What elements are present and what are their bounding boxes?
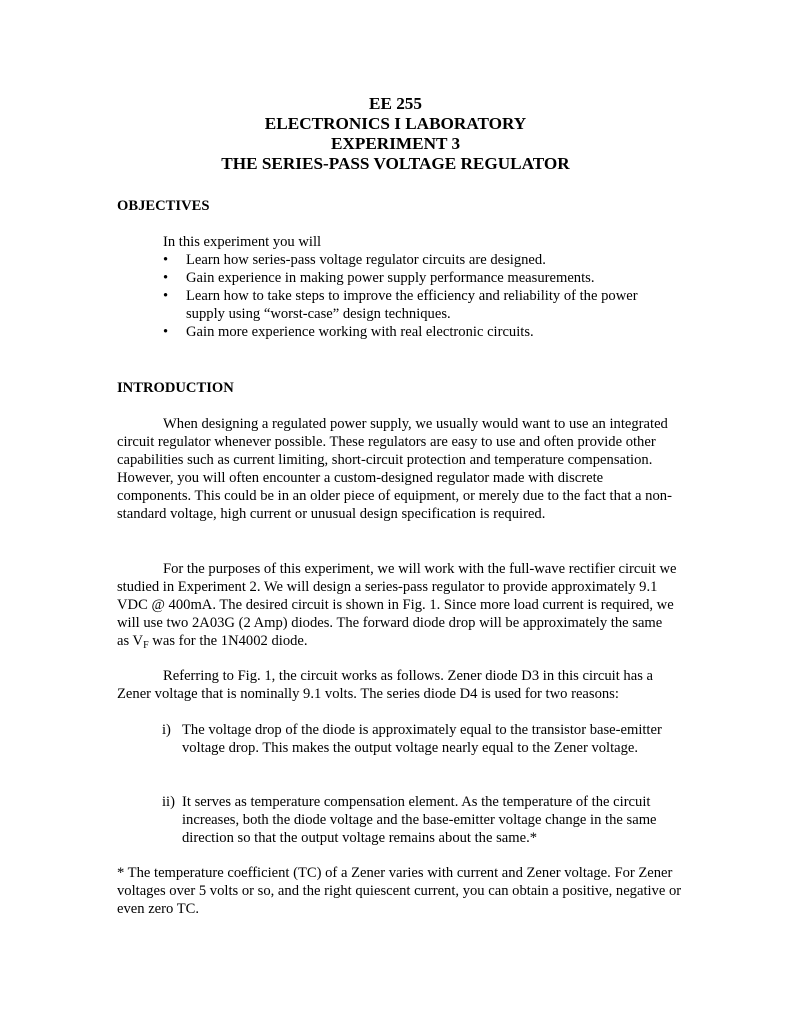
objectives-intro: In this experiment you will — [163, 234, 322, 250]
intro-paragraph-3: Referring to Fig. 1, the circuit works as follows. Zener diode D3 in this circuit has a Zener voltage that is nominally 9.1 volts. The series diode D4 is used for two reasons: — [117, 668, 653, 702]
course-name: ELECTRONICS I LABORATORY — [264, 114, 527, 133]
list-item — [117, 251, 677, 269]
subscript-f: F — [143, 640, 149, 651]
list-item — [117, 287, 677, 323]
intro-paragraph-1: When designing a regulated power supply, we usually would want to use an integrated circuit regulator whenever possible. These regulators are easy to use and often provide other capabilities such as current limiting, short-circuit protection and temperature compensation. However, you will often encounter a custom-designed regulator made with discrete components. This could be in an older piece of equipment, or merely due to the fact that a non-standard voltage, high current or unusual design specification is required. — [117, 416, 672, 522]
reason-number: i) — [162, 722, 171, 738]
reason-item — [162, 721, 677, 757]
experiment-title: THE SERIES-PASS VOLTAGE REGULATOR — [221, 154, 570, 173]
bullet-icon: • — [163, 252, 169, 268]
list-item-text: Learn how to take steps to improve the efficiency and reliability of the power supply using “worst-case” design techniques. — [186, 288, 638, 322]
paragraph-text: For the purposes of this experiment, we will work with the full-wave rectifier circuit we studied in Experiment 2. We will design a series-pass regulator to provide approximately 9.1 VDC @ 400mA. The desired circuit is shown in Fig. 1. Since more load current is required, we will use two 2A03G (2 Amp) diodes. The forward diode drop will be approximately the same as V — [117, 561, 677, 649]
reason-text: The voltage drop of the diode is approximately equal to the transistor base-emitter voltage drop. This makes the output voltage nearly equal to the Zener voltage. — [182, 722, 662, 756]
list-item-text: Gain more experience working with real electronic circuits. — [186, 324, 534, 340]
course-number: EE 255 — [368, 94, 422, 113]
introduction-heading: INTRODUCTION — [117, 380, 234, 396]
objectives-heading: OBJECTIVES — [117, 198, 210, 214]
footnote: * The temperature coefficient (TC) of a Zener varies with current and Zener voltage. For Zener voltages over 5 volts or so, and the right quiescent current, you can obtain a positive, negative or even zero TC. — [117, 865, 682, 917]
list-item-text: Gain experience in making power supply performance measurements. — [186, 270, 595, 286]
bullet-icon: • — [163, 270, 169, 286]
list-item — [117, 269, 677, 287]
objectives-list — [117, 251, 677, 341]
reason-number: ii) — [162, 794, 175, 810]
reason-item — [162, 793, 677, 847]
list-item — [117, 323, 677, 341]
reason-text: It serves as temperature compensation element. As the temperature of the circuit increases, both the diode voltage and the base-emitter voltage change in the same direction so that the output voltage remains about the same.* — [182, 794, 657, 846]
intro-paragraph-2 — [117, 560, 677, 650]
bullet-icon: • — [163, 288, 169, 304]
paragraph-text-end: was for the 1N4002 diode. — [148, 633, 308, 649]
bullet-icon: • — [163, 324, 169, 340]
experiment-number: EXPERIMENT 3 — [330, 134, 461, 153]
list-item-text: Learn how series-pass voltage regulator circuits are designed. — [186, 252, 546, 268]
objectives-section — [117, 233, 677, 341]
document-title — [117, 94, 674, 174]
